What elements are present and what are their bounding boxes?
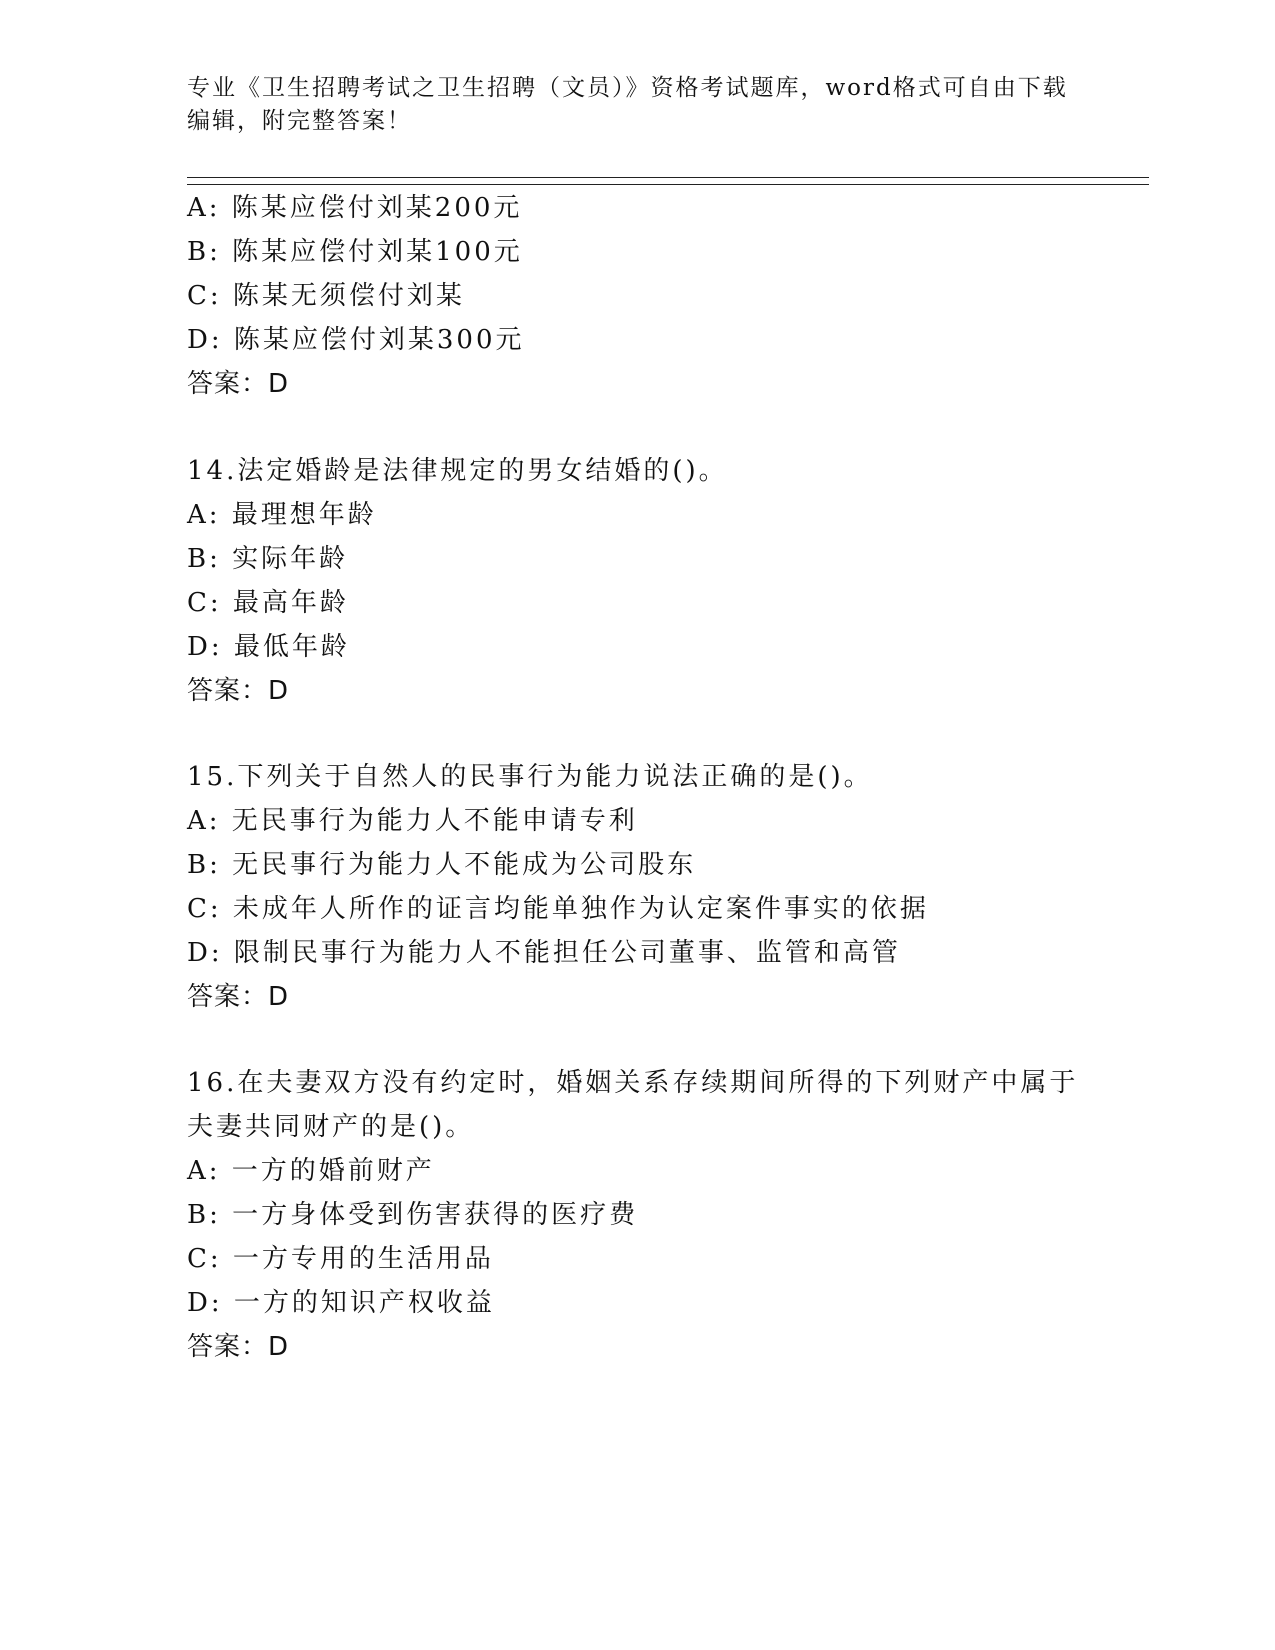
q15-option-c: C: 未成年人所作的证言均能单独作为认定案件事实的依据: [187, 894, 929, 924]
q14-option-b: B: 实际年龄: [187, 544, 349, 574]
q15-option-a: A: 无民事行为能力人不能申请专利: [187, 806, 638, 836]
q14-answer: 答案：D: [187, 676, 290, 706]
q13-option-b: B: 陈某应偿付刘某100元: [187, 237, 523, 267]
q15-answer: 答案：D: [187, 982, 290, 1012]
q16-question-line-2: 夫妻共同财产的是()。: [187, 1112, 475, 1142]
q16-option-a: A: 一方的婚前财产: [187, 1156, 435, 1186]
header-divider: [187, 177, 1149, 185]
q15-option-b: B: 无民事行为能力人不能成为公司股东: [187, 850, 697, 880]
q13-option-a: A: 陈某应偿付刘某200元: [187, 193, 523, 223]
q16-option-d: D: 一方的知识产权收益: [187, 1288, 495, 1318]
q16-question-line-1: 16.在夫妻双方没有约定时，婚姻关系存续期间所得的下列财产中属于: [187, 1068, 1079, 1098]
document-header: [187, 72, 1087, 138]
q13-option-d: D: 陈某应偿付刘某300元: [187, 325, 525, 355]
header-line-1: 专业《卫生招聘考试之卫生招聘（文员）》资格考试题库，word格式可自由下载: [187, 75, 1068, 101]
q14-question: 14.法定婚龄是法律规定的男女结婚的()。: [187, 456, 728, 486]
q16-option-c: C: 一方专用的生活用品: [187, 1244, 494, 1274]
q14-option-d: D: 最低年龄: [187, 632, 350, 662]
q16-answer: 答案：D: [187, 1332, 290, 1362]
q14-option-a: A: 最理想年龄: [187, 500, 377, 530]
q16-option-b: B: 一方身体受到伤害获得的医疗费: [187, 1200, 639, 1230]
q15-option-d: D: 限制民事行为能力人不能担任公司董事、监管和高管: [187, 938, 901, 968]
header-line-2: 编辑，附完整答案！: [187, 108, 412, 134]
q15-question: 15.下列关于自然人的民事行为能力说法正确的是()。: [187, 762, 873, 792]
q14-option-c: C: 最高年龄: [187, 588, 349, 618]
q13-answer: 答案：D: [187, 369, 290, 399]
q13-option-c: C: 陈某无须偿付刘某: [187, 281, 465, 311]
